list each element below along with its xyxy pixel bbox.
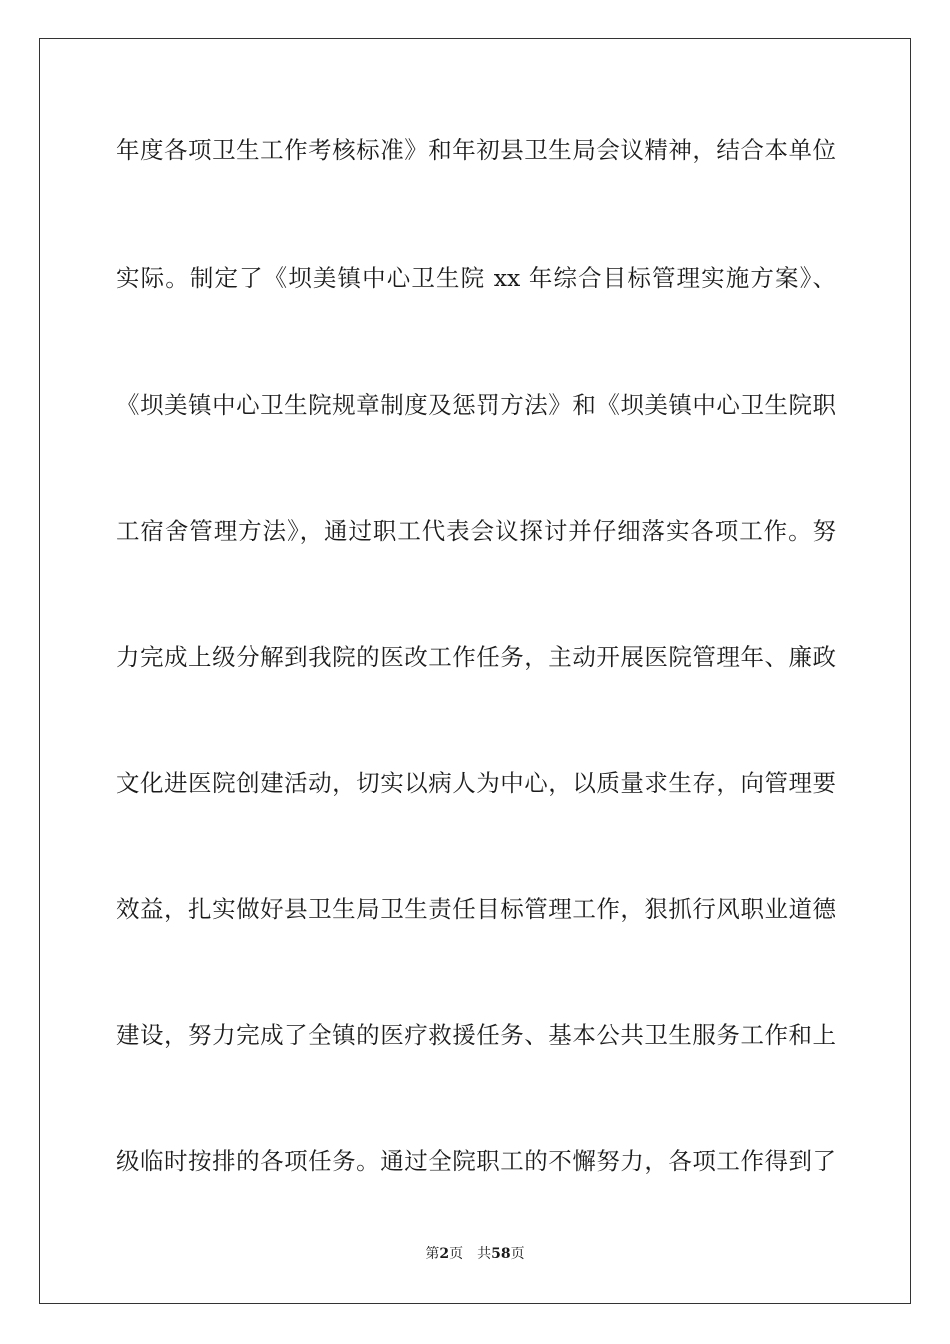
- page-number: 2: [439, 1246, 450, 1262]
- body-line-7: 效益，扎实做好县卫生局卫生责任目标管理工作，狠抓行风职业道德: [116, 895, 836, 923]
- body-line-4: 工宿舍管理方法》，通过职工代表会议探讨并仔细落实各项工作。努: [116, 517, 836, 545]
- body-line-9: 级临时按排的各项任务。通过全院职工的不懈努力，各项工作得到了: [116, 1147, 836, 1175]
- body-line-5: 力完成上级分解到我院的医改工作任务，主动开展医院管理年、廉政: [116, 643, 836, 671]
- page-suffix: 页: [449, 1246, 464, 1262]
- body-line-8: 建设，努力完成了全镇的医疗救援任务、基本公共卫生服务工作和上: [116, 1021, 836, 1049]
- body-line-3: 《坝美镇中心卫生院规章制度及惩罚方法》和《坝美镇中心卫生院职: [116, 391, 836, 419]
- body-line-6: 文化进医院创建活动，切实以病人为中心，以质量求生存，向管理要: [116, 769, 836, 797]
- total-prefix: 共: [477, 1246, 492, 1262]
- total-suffix: 页: [510, 1246, 525, 1262]
- body-line-2: 实际。制定了《坝美镇中心卫生院 xx 年综合目标管理实施方案》、: [116, 264, 836, 292]
- page-prefix: 第: [425, 1246, 440, 1262]
- total-pages: 58: [491, 1246, 511, 1262]
- body-line-1: 年度各项卫生工作考核标准》和年初县卫生局会议精神，结合本单位: [116, 136, 836, 164]
- page-footer: [0, 1244, 950, 1264]
